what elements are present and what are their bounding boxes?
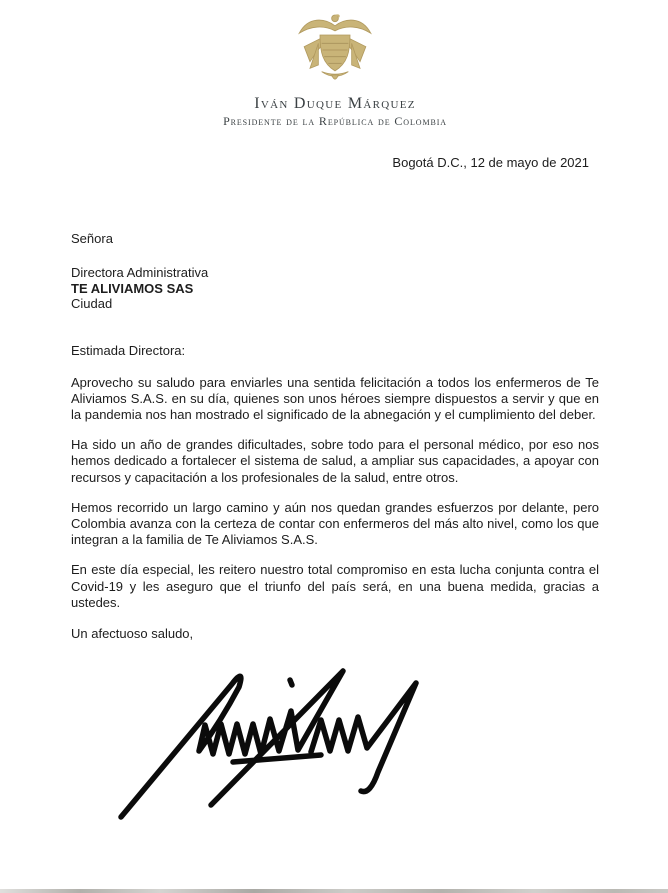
recipient-organization: TE ALIVIAMOS SAS xyxy=(71,280,194,296)
colombia-coat-of-arms-icon xyxy=(71,0,599,90)
letterhead-name: Iván Duque Márquez xyxy=(254,95,416,112)
scan-edge-artifact xyxy=(0,889,668,893)
body-paragraph-2: Ha sido un año de grandes dificultades, sobre todo para el personal médico, por eso nos hemos dedicado a fortalecer el sistema de salud, a ampliar sus capacidades, a apoyar con recursos y capacitación a los profesionales de la salud, entre otros. xyxy=(71,437,599,485)
recipient-city: Ciudad xyxy=(71,296,113,311)
recipient-role: Directora Administrativa xyxy=(71,265,209,280)
signature-icon xyxy=(115,654,447,830)
letterhead xyxy=(71,0,599,128)
closing-line: Un afectuoso saludo, xyxy=(71,625,194,641)
body-paragraph-3: Hemos recorrido un largo camino y aún nos quedan grandes esfuerzos por delante, pero Colombia avanza con la certeza de contar con enfermeros del más alto nivel, como los que integran a la familia de Te Aliviamos S.A.S. xyxy=(71,499,599,548)
body-paragraph-1: Aprovecho su saludo para enviarles una sentida felicitación a todos los enfermeros de Te Aliviamos S.A.S. en su día, quienes son unos héroes siempre dispuestos a servir y que en la pandemia nos han mostrado el significado de la abnegación y el cumplimiento del deber. xyxy=(71,374,599,422)
body-paragraph-4: En este día especial, les reitero nuestro total compromiso en esta lucha conjunta contra el Covid-19 y les aseguro que el triunfo del país será, en una buena medida, gracias a ustedes. xyxy=(71,562,599,610)
dateline: Bogotá D.C., 12 de mayo de 2021 xyxy=(392,155,589,170)
letterhead-title: Presidente de la República de Colombia xyxy=(223,114,447,128)
salutation: Estimada Directora: xyxy=(71,342,186,358)
recipient-honorific: Señora xyxy=(71,231,113,246)
recipient-block xyxy=(71,265,599,312)
